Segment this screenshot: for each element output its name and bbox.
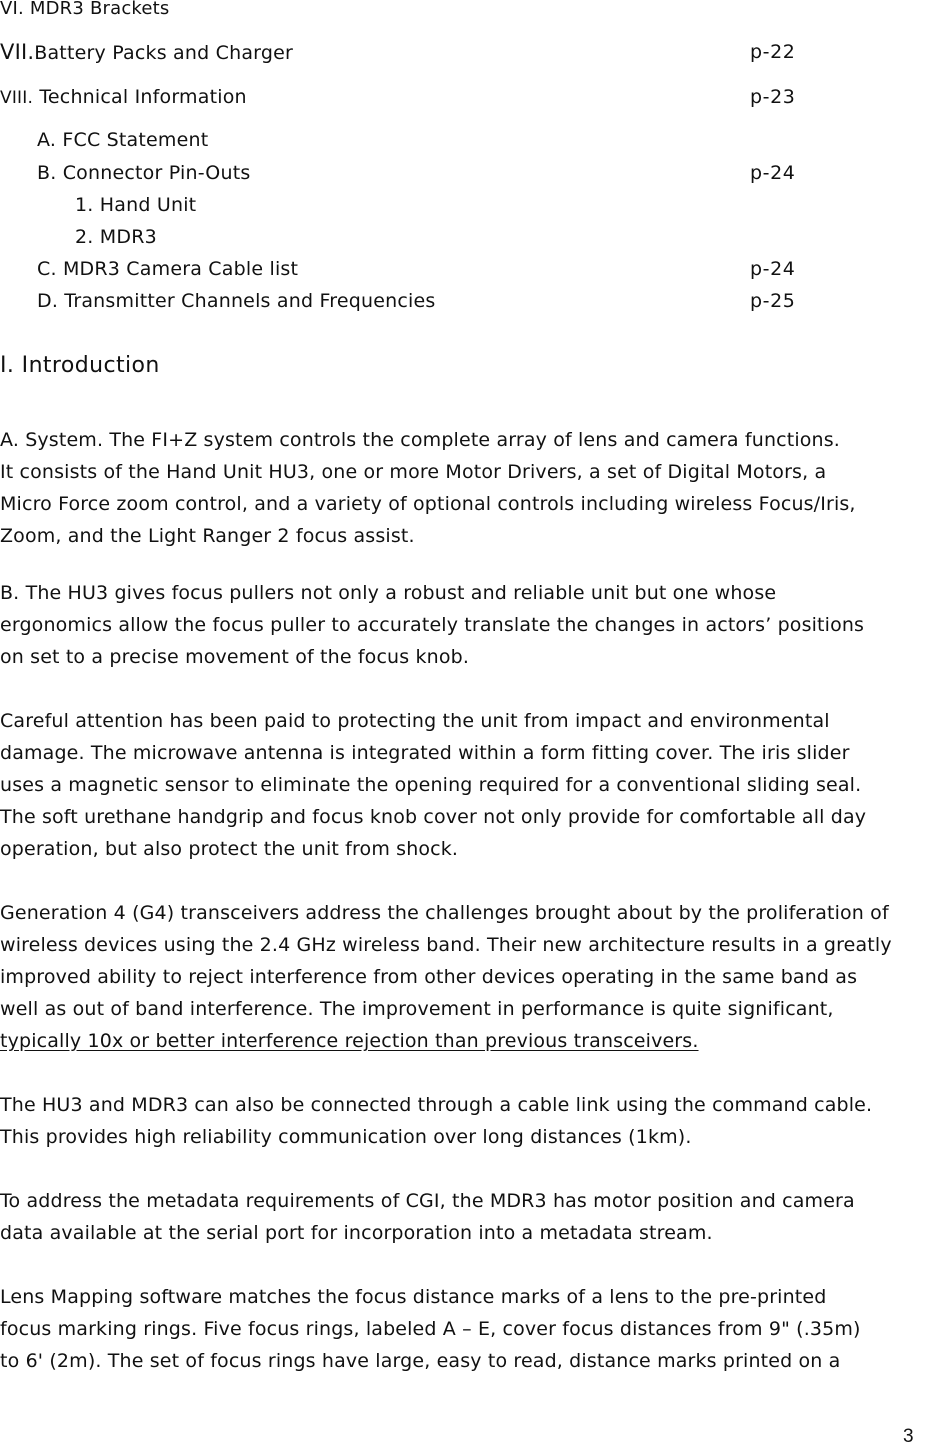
paragraph-line: well as out of band interference. The improvement in performance is quite significant,: [0, 998, 834, 1020]
paragraph-line: data available at the serial port for incorporation into a metadata stream.: [0, 1222, 713, 1244]
toc-d-page: p-25: [750, 290, 796, 312]
toc-entry-d: D. Transmitter Channels and Frequencies: [37, 290, 436, 312]
paragraph-line: The soft urethane handgrip and focus knob cover not only provide for comfortable all day: [0, 806, 867, 828]
toc-vii-title: Battery Packs and Charger: [34, 42, 294, 64]
toc-entry-b1: 1. Hand Unit: [75, 194, 197, 216]
paragraph-line: It consists of the Hand Unit HU3, one or more Motor Drivers, a set of Digital Motors, a: [0, 461, 827, 483]
paragraph-hu3: [0, 577, 930, 673]
paragraph-system: [0, 424, 930, 552]
paragraph-line: Careful attention has been paid to protecting the unit from impact and environmental: [0, 710, 830, 732]
toc-vii-page: p-22: [750, 41, 796, 63]
paragraph-line: Zoom, and the Light Ranger 2 focus assist.: [0, 525, 415, 547]
paragraph-line: uses a magnetic sensor to eliminate the opening required for a conventional sliding seal.: [0, 774, 862, 796]
paragraph-line: A. System. The FI+Z system controls the complete array of lens and camera functions.: [0, 429, 840, 451]
toc-entry-c: C. MDR3 Camera Cable list: [37, 258, 299, 280]
paragraph-line: The HU3 and MDR3 can also be connected through a cable link using the command cable.: [0, 1094, 873, 1116]
paragraph-line: Lens Mapping software matches the focus distance marks of a lens to the pre-printed: [0, 1286, 827, 1308]
toc-viii-page: p-23: [750, 86, 796, 108]
paragraph-line: damage. The microwave antenna is integrated within a form fitting cover. The iris slider: [0, 742, 850, 764]
paragraph-line: improved ability to reject interference from other devices operating in the same band as: [0, 966, 858, 988]
toc-vii-numeral: VII.: [0, 40, 35, 64]
paragraph-cable-link: [0, 1089, 930, 1153]
paragraph-lens-mapping: [0, 1281, 930, 1377]
toc-entry-viii: [0, 86, 247, 108]
paragraph-line: To address the metadata requirements of CGI, the MDR3 has motor position and camera: [0, 1190, 855, 1212]
paragraph-line: wireless devices using the 2.4 GHz wireless band. Their new architecture results in a greatly: [0, 934, 892, 956]
toc-viii-title: Technical Information: [39, 86, 247, 108]
toc-viii-numeral: VIII.: [0, 88, 34, 108]
toc-entry-a: A. FCC Statement: [37, 129, 209, 151]
toc-entry-b2: 2. MDR3: [75, 226, 157, 248]
toc-vi-title: MDR3 Brackets: [29, 0, 170, 19]
page-number: 3: [903, 1426, 914, 1447]
paragraph-line: ergonomics allow the focus puller to accurately translate the changes in actors’ positions: [0, 614, 865, 636]
toc-vi-numeral: VI.: [0, 0, 24, 19]
toc-entry-b: B. Connector Pin-Outs: [37, 162, 251, 184]
section-title: I. Introduction: [0, 353, 160, 378]
paragraph-line: to 6' (2m). The set of focus rings have large, easy to read, distance marks printed on a: [0, 1350, 841, 1372]
paragraph-line: Micro Force zoom control, and a variety of optional controls including wireless Focus/Iris,: [0, 493, 856, 515]
paragraph-g4: [0, 897, 930, 1057]
paragraph-line: focus marking rings. Five focus rings, labeled A – E, cover focus distances from 9" (.35m): [0, 1318, 861, 1340]
paragraph-line-underlined: typically 10x or better interference rejection than previous transceivers.: [0, 1030, 699, 1052]
paragraph-line: B. The HU3 gives focus pullers not only a robust and reliable unit but one whose: [0, 582, 777, 604]
paragraph-protection: [0, 705, 930, 865]
toc-c-page: p-24: [750, 258, 796, 280]
paragraph-line: on set to a precise movement of the focus knob.: [0, 646, 470, 668]
paragraph-line: Generation 4 (G4) transceivers address the challenges brought about by the proliferation of: [0, 902, 889, 924]
toc-b-page: p-24: [750, 162, 796, 184]
toc-entry-vii: [0, 40, 293, 64]
paragraph-metadata: [0, 1185, 930, 1249]
paragraph-line: operation, but also protect the unit from shock.: [0, 838, 459, 860]
toc-entry-vi: [0, 0, 170, 19]
paragraph-line: This provides high reliability communication over long distances (1km).: [0, 1126, 692, 1148]
